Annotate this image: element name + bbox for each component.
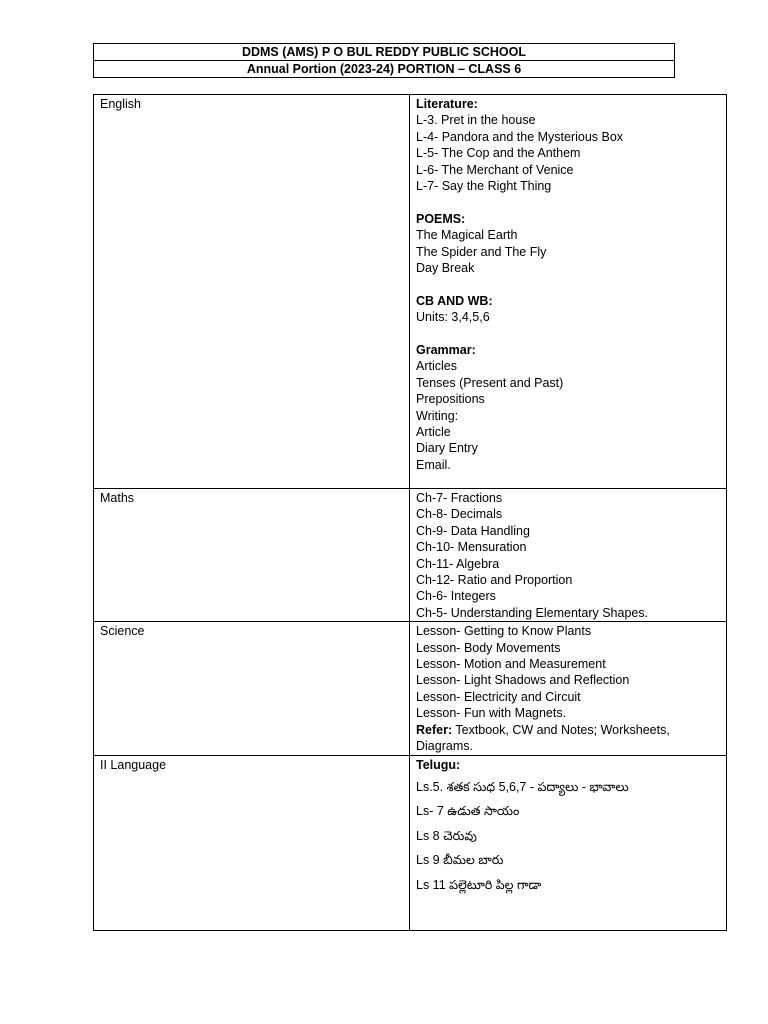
list-item: L-6- The Merchant of Venice [416, 162, 574, 177]
refer-label: Refer: [416, 722, 453, 737]
table-row-language [94, 755, 727, 930]
list-item: The Magical Earth [416, 228, 518, 243]
telugu-heading: Telugu: [416, 757, 461, 772]
list-item: Ch-9- Data Handling [416, 523, 530, 538]
list-item: Ch-8- Decimals [416, 507, 503, 522]
list-item: L-7- Say the Right Thing [416, 179, 552, 194]
list-item: Ls 8 చెరువు [416, 828, 477, 843]
refer-text: Textbook, CW and Notes; Worksheets, [452, 722, 670, 737]
topics-language [410, 755, 727, 930]
list-item: The Spider and The Fly [416, 244, 547, 259]
list-item: Lesson- Electricity and Circuit [416, 689, 581, 704]
header-table [93, 43, 675, 78]
subject-language: II Language [94, 755, 410, 930]
portion-title: Annual Portion (2023-24) PORTION – CLASS 6 [94, 61, 675, 78]
list-item: Ch-11- Algebra [416, 556, 500, 571]
cbwb-heading: CB AND WB: [416, 293, 493, 308]
list-item: L-4- Pandora and the Mysterious Box [416, 129, 624, 144]
list-item: Articles [416, 359, 457, 374]
topics-english [410, 95, 727, 489]
literature-heading: Literature: [416, 97, 478, 111]
list-item: Units: 3,4,5,6 [416, 310, 490, 325]
list-item: Ls 11 పల్లెటూరి పిల్ల గాడా [416, 877, 542, 892]
list-item: Ch-12- Ratio and Proportion [416, 573, 573, 588]
refer-line-2: Diagrams. [416, 739, 473, 754]
topics-maths [410, 489, 727, 622]
list-item: L-3. Pret in the house [416, 113, 536, 128]
list-item: Lesson- Light Shadows and Reflection [416, 673, 630, 688]
list-item: Ch-5- Understanding Elementary Shapes. [416, 605, 649, 620]
list-item: Email. [416, 457, 451, 472]
topics-science [410, 622, 727, 755]
subject-english: English [94, 95, 410, 489]
list-item: Ch-7- Fractions [416, 491, 503, 505]
school-name: DDMS (AMS) P O BUL REDDY PUBLIC SCHOOL [94, 44, 675, 61]
subject-science: Science [94, 622, 410, 755]
list-item: Ls 9 బీమల బారు [416, 853, 504, 868]
portion-table [93, 94, 727, 931]
list-item: Ls.5. శతక సుధ 5,6,7 - పద్యాలు - భావాలు [416, 779, 629, 794]
poems-heading: POEMS: [416, 211, 466, 226]
list-item: Article [416, 425, 451, 440]
list-item: Writing: [416, 408, 459, 423]
list-item: Ch-6- Integers [416, 589, 496, 604]
list-item: Lesson- Getting to Know Plants [416, 624, 592, 639]
list-item: Lesson- Fun with Magnets. [416, 706, 567, 721]
grammar-heading: Grammar: [416, 343, 476, 358]
table-row-maths [94, 489, 727, 622]
list-item: Ls- 7 ఉడుత సాయం [416, 804, 520, 819]
list-item: Ch-10- Mensuration [416, 540, 527, 555]
list-item: Lesson- Body Movements [416, 640, 561, 655]
list-item: Diary Entry [416, 441, 478, 456]
list-item: Day Break [416, 261, 475, 276]
table-row-english [94, 95, 727, 489]
list-item: Tenses (Present and Past) [416, 375, 564, 390]
table-row-science [94, 622, 727, 755]
refer-line [416, 722, 720, 738]
list-item: L-5- The Cop and the Anthem [416, 146, 581, 161]
list-item: Lesson- Motion and Measurement [416, 657, 606, 672]
subject-maths: Maths [94, 489, 410, 622]
list-item: Prepositions [416, 392, 485, 407]
